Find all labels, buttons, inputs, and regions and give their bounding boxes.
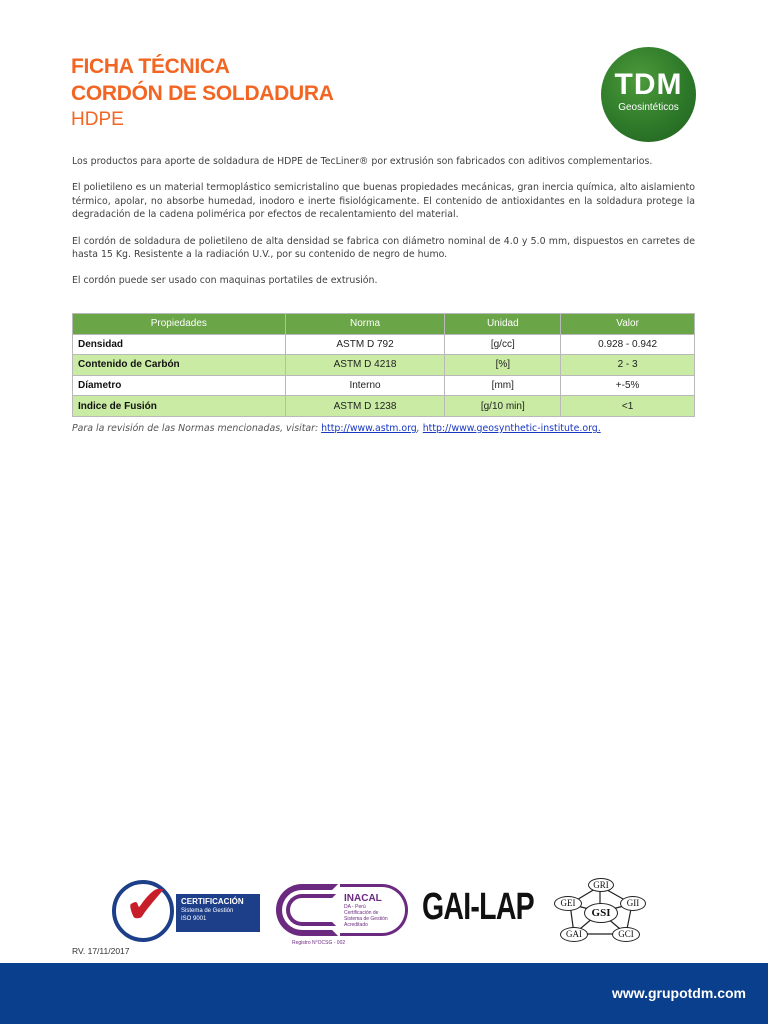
document-title [71, 53, 334, 133]
inacal-line-4: Sistema de Gestión [344, 916, 388, 922]
cell-value: 2 - 3 [561, 355, 695, 376]
cell-unit: [g/10 min] [445, 396, 561, 417]
inacal-logo [276, 884, 410, 950]
paragraph-3: El cordón de soldadura de polietileno de alta densidad se fabrica con diámetro nominal de 4.0 y 5.0 mm, dispuestos en carretes de hasta 15 Kg. Resistente a la radiación U.V., por su contenido de negro de humo. [72, 235, 695, 261]
table-row [73, 355, 695, 376]
tdm-logo [601, 47, 696, 142]
iso-line-2: Sistema de Gestión [181, 908, 234, 914]
standards-note [72, 423, 601, 434]
inacal-registry: Registro N°OCSG - 002 [292, 940, 346, 946]
gsi-node-gai: GAI [560, 927, 588, 942]
gsi-node-gii: GII [620, 896, 646, 911]
website-url[interactable]: www.grupotdm.com [611, 985, 746, 1001]
footer-bar [0, 963, 768, 1024]
table-row [73, 375, 695, 396]
revision-date: RV. 17/11/2017 [72, 946, 130, 956]
gsi-node-gri: GRI [588, 878, 614, 892]
paragraph-4: El cordón puede ser usado con maquinas portatiles de extrusión. [72, 275, 378, 287]
table-header-row [73, 314, 695, 335]
header-norma: Norma [285, 314, 445, 335]
checkmark-icon: ✔ [124, 873, 170, 936]
title-subtitle: HDPE [71, 109, 124, 130]
description [72, 155, 695, 301]
cell-value: +-5% [561, 375, 695, 396]
inacal-line-3: Certificación de [344, 910, 379, 916]
cell-norm: ASTM D 1238 [285, 396, 445, 417]
title-line-2: CORDÓN DE SOLDADURA [71, 82, 334, 105]
iso-title: CERTIFICACIÓN [181, 897, 244, 906]
logo-sub-text: Geosintéticos [618, 102, 679, 113]
gsi-node-gsi: GSI [584, 903, 618, 923]
gsi-link[interactable]: http://www.geosynthetic-institute.org. [422, 423, 601, 434]
cell-property: Contenido de Carbón [73, 355, 286, 376]
logo-main-text: TDM [614, 68, 683, 101]
astm-link[interactable]: http://www.astm.org [321, 423, 417, 434]
inacal-emblem-inner-icon [286, 894, 336, 926]
cell-norm: ASTM D 4218 [285, 355, 445, 376]
iso-line-3: ISO 9001 [181, 916, 207, 922]
inacal-label [340, 884, 408, 936]
gsi-node-gei: GEI [554, 896, 582, 911]
gsi-network-logo [550, 876, 650, 944]
cell-property: Densidad [73, 334, 286, 355]
note-text: Para la revisión de las Normas mencionadas, visitar: [72, 423, 322, 434]
header-unidad: Unidad [445, 314, 561, 335]
table-row [73, 334, 695, 355]
paragraph-2: El polietileno es un material termoplástico semicristalino que buenas propiedades mecánicas, gran inercia química, alto aislamiento térmico, apolar, no absorbe humedad, inodoro e inerte fisiológicamente. El contenido de antioxidantes en la soldadura protege la degradación de la cadena polimérica por efectos de recalentamiento del material. [72, 182, 695, 221]
certification-logos [110, 873, 670, 948]
gai-lap-logo: GAI-LAP [422, 886, 534, 928]
iso-certification-logo [110, 873, 260, 942]
cell-property: Indice de Fusión [73, 396, 286, 417]
inacal-line-2: DA - Perú [344, 904, 366, 910]
iso-label [176, 894, 260, 932]
cell-value: 0.928 - 0.942 [561, 334, 695, 355]
note-separator: , [416, 423, 423, 434]
table-row [73, 396, 695, 417]
cell-value: <1 [561, 396, 695, 417]
paragraph-1: Los productos para aporte de soldadura de HDPE de TecLiner® por extrusión son fabricados con aditivos complementarios. [72, 156, 653, 167]
gsi-node-gci: GCI [612, 927, 640, 942]
cell-unit: [g/cc] [445, 334, 561, 355]
cell-unit: [mm] [445, 375, 561, 396]
inacal-line-5: Acreditado [344, 922, 368, 928]
header-valor: Valor [561, 314, 695, 335]
header-propiedades: Propiedades [73, 314, 286, 335]
cell-norm: Interno [285, 375, 445, 396]
cell-unit: [%] [445, 355, 561, 376]
title-line-1: FICHA TÉCNICA [71, 55, 230, 78]
cell-norm: ASTM D 792 [285, 334, 445, 355]
inacal-name: INACAL [344, 893, 382, 904]
properties-table [72, 313, 695, 417]
cell-property: Díametro [73, 375, 286, 396]
